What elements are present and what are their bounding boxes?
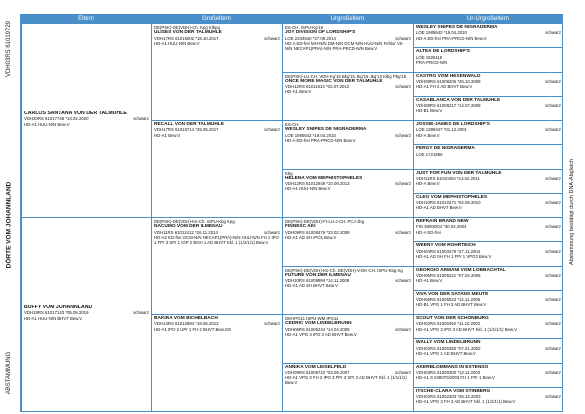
dog-name: ANNIKA VOM LEISELFELD [285, 364, 347, 370]
dog-name: GEORGIO ARMANI VOM LOBBACHTAL [416, 267, 506, 273]
pedigree-cell-parents [21, 23, 151, 217]
pedigree-cell-great [282, 217, 413, 266]
health-info: HD-A Bew.V [416, 181, 440, 187]
dog-name: CEDRIC VOM LINDELBRUNN [285, 321, 352, 327]
color: schwarz [545, 369, 561, 375]
registration: VDH12RS 61012849 *10.09.2013 [285, 181, 350, 187]
title-line: ES-CH. [285, 122, 300, 127]
health-info: HD-A2 ED-frei OCM-N/N NECAP1(PRA)-N/N HUU-N/N FH 1 IPO 1 FPr 3 SPr 1 IGP 2 BGH 1 AD BHVT Kkl. 1 (1/2/1/1) Bew.V [154, 234, 279, 246]
header-urgrosseltern: Urgroßeltern [282, 15, 413, 23]
side-code: VDH03RS 61019729 [6, 20, 12, 78]
pedigree-cell-ggreat [413, 120, 563, 144]
color: schwarz [395, 181, 411, 187]
health-info: HD-A1 VPG 3 IPO 3 AD BHVT Kkl. 1 (1/1/1/1) Bew.V [416, 326, 517, 332]
registration: FIN 38000/04 *30.04.2004 [416, 224, 467, 230]
health-info: HD-A1 HUU-N/N Bew.V [285, 186, 331, 192]
dog-name: CASTRO VOM HEXENWALD [416, 73, 481, 79]
pedigree-cell-ggreat [413, 72, 563, 96]
registration: LOE 1985642 *19.04.2010 [285, 132, 336, 138]
health-info: HD-A1 HUU-N/N Bew.V [154, 40, 200, 46]
registration: VDH19RS 61017143 *05.05.2019 [24, 310, 89, 316]
pedigree-cell-ggreat [413, 314, 563, 338]
health-info: HD-A ED-frei MH-N/N DM-N/N DCM-N/N HUU-N/N Fehlor VII-N/N NECAP1(PRA)-N/N PRA-PRCD-N/N Bew.V [285, 40, 404, 52]
health-info: HD-A1 Bew.V [154, 132, 181, 138]
health-info: HD-A1 HUU-N/N BHVT Bew.V [24, 315, 83, 321]
health-info: HD-A1 VPG 3 IPO 3 AD BHVT Bew.V [285, 331, 357, 337]
dog-name: ONCE MORE MAGIC VON DER TALMÜHLE [285, 78, 383, 84]
health-info: HD-A1 Bew.V [285, 89, 312, 95]
registration: LOE 1389447 *01.12.2001 [416, 127, 467, 133]
color: schwarz [545, 175, 561, 181]
health-info: HD-A ED-frei PRA-PRCD-N/N Bew.V [416, 35, 487, 41]
pedigree-cell-ggreat [413, 169, 563, 193]
color: schwarz [264, 35, 280, 41]
registration: VDH06RS 61005221 *07.04.2006 [416, 272, 481, 278]
registration: VDH10RS 61009994 *14.11.2008 [285, 278, 350, 284]
registration-row [416, 152, 561, 157]
dog-name: ALTEA DE LORDSHIP'S [416, 49, 470, 55]
registration: VDH20RS 61017748 *13.02.2020 [24, 116, 89, 122]
pedigree-cell-great [282, 120, 413, 169]
registration: VDH08RS 61008217 *14.07.2008 [416, 103, 481, 109]
color: schwarz [395, 369, 411, 375]
dog-name: RECALL VON DER TALMÜHLE [154, 122, 224, 127]
pedigree-cell-grand [151, 120, 282, 217]
registration: VDH03RS 61000300 *13.11.2003 [416, 369, 481, 375]
color: schwarz [545, 78, 561, 84]
health-info: HD-A1 HUU-N/N Bew.V [24, 121, 70, 127]
title-line: DE(PSK)-LU-CH. VDH-Kg'15 Bkg'15 Jkg'15 Jkg'13 Klbg Pbg'16 [285, 73, 407, 79]
registration: VDH09RS 61008206 *26.10.2008 [416, 78, 481, 84]
registration: VDH11RS 61012412 *26.11.2014 [154, 229, 218, 235]
pedigree-cell-grand [151, 217, 282, 314]
color: schwarz [545, 200, 561, 206]
health-info: HD-A1 AD SH BHVT Bew.V [285, 283, 338, 289]
pedigree-cell-ggreat [413, 217, 563, 241]
dog-name: FERGY DE NIGRADERMA [416, 146, 475, 152]
dog-name: NACUMO VOM DER ILMENAU [154, 224, 223, 230]
registration: LOE 1721856 [416, 151, 443, 157]
pedigree-cell-ggreat [413, 144, 563, 168]
registration: VDH10RS 61010271 *02.09.2010 [416, 200, 481, 206]
pedigree-cell-great [282, 23, 413, 72]
registration: VDH09RS 61008722 *03.09.2007 [285, 369, 350, 375]
title-line: Kbg [285, 170, 293, 176]
dog-name: VIVA VON DER SATANS MEUTE [416, 291, 489, 297]
color: schwarz [395, 132, 411, 138]
health-info: HD-A Bew.V [416, 132, 440, 138]
health-info: HD-A1 AD BHVT Bew.V [416, 205, 462, 211]
health-info: HD-A1 Bew.V [416, 278, 443, 284]
registration: VDH02RS 61000350 *07.01.2002 [416, 345, 481, 351]
color: schwarz [395, 84, 411, 90]
registration: VDH11RS 61010404 *13.02.2011 [416, 175, 480, 181]
color: schwarz [264, 229, 280, 235]
health-info: HD-A1 AD SH IPO1 Bew.V [285, 234, 337, 240]
health-info: HD-B1 Bew.V [416, 108, 443, 114]
dog-name: WESLEY SNIPES DE NIGRADERMA [285, 127, 367, 133]
registration: VDH13RS 61012884 *18.06.2013 [154, 321, 219, 327]
pedigree-cell-ggreat [413, 23, 563, 47]
color: schwarz [395, 326, 411, 332]
health-info: HD-A ED-frei PRA-PRCD-N/N Bew.V [285, 137, 356, 143]
health-info: PRA-PRCD-N/N [416, 59, 448, 65]
dog-name: HELENA VOM MEPHISTOPHELES [285, 175, 363, 181]
dog-name: WESLEY SNIPES DE NIGRADERMA [416, 25, 498, 30]
dog-name: WEENY VOM ROHRTEICH [416, 243, 476, 249]
color: schwarz [545, 224, 561, 230]
color: schwarz [545, 127, 561, 133]
pedigree-cell-ggreat [413, 241, 563, 265]
pedigree-cell-grand [151, 314, 282, 411]
registration: VDH12RS 61011613 *02.07.2012 [285, 84, 350, 90]
registration: VDH17RS 61016002 *18.10.2017 [154, 35, 219, 41]
dna-note: Abstammung bestätigt durch DNA-Abgleich [569, 158, 575, 266]
pedigree-cell-grand [151, 23, 282, 120]
dog-name: CASABLANCA VON DER TALMÜHLE [416, 97, 501, 103]
dog-name: ITSCHE-CLARA VOM STINBERG [416, 388, 491, 394]
health-info: HD-A1 VPG 3 FH 3 AD BHVT Kkl. 1 (1/1/1/1) Bew.V [416, 399, 516, 405]
registration: VDH06RS 61006244 *14.04.2006 [285, 326, 350, 332]
registration: VDH06RS 61005523 *12.11.2006 [416, 297, 481, 303]
color: schwarz [545, 248, 561, 254]
color: schwarz [545, 103, 561, 109]
pedigree-cell-ggreat [413, 338, 563, 362]
health-info: HD-A1 VPG 1 AD BHVT Bew.V [416, 350, 476, 356]
dog-name: REFRAIN BRAND NEW [416, 219, 469, 224]
registration: VDH17RS 61015714 *25.05.2017 [154, 127, 219, 133]
dog-name: CARLOS SANTANA VON DER TALMÜHLE [24, 111, 127, 116]
header-grosseltern: Großeltern [151, 15, 282, 23]
title-line: DE(PSK)-DE(VDH)-Kö-Ch. ISPU-Kbg Kpg [154, 219, 235, 224]
dog-name: SCOUT VON DER SCHÖNBURG [416, 316, 489, 321]
side-abstammung: ABSTAMMUNG [6, 351, 12, 394]
health-info: HD-A1 IPO 2 UPr 1 FH 2 BHVT Bew.SG [154, 326, 232, 332]
dog-name: BUFFY VOM JOHANNLAND [24, 305, 93, 310]
color: schwarz [545, 345, 561, 351]
dog-name: WALLY VOM LINDELBRUNN [416, 340, 481, 346]
pedigree-cell-ggreat [413, 266, 563, 290]
side-dog-name: DÖRTE VOM JOHANNLAND [5, 181, 13, 269]
header-ururgrosseltern: Ur-Urgroßeltern [413, 15, 563, 23]
dog-name: JOY DIVISION OF LORDSHIP'S [285, 30, 356, 36]
registration: LOE 1985642 *19.04.2010 [416, 30, 467, 36]
registration: VDH09RS 61008476 *23.02.2009 [285, 229, 350, 235]
pedigree-cell-ggreat [413, 363, 563, 387]
color: schwarz [133, 310, 149, 316]
color: schwarz [264, 321, 280, 327]
color: schwarz [545, 321, 561, 327]
dog-name: CLEO VOM MEPHISTOPHELES [416, 194, 488, 200]
pedigree-cell-great [282, 169, 413, 218]
title-line: ES-CH. ISPU-Kg'16 [285, 25, 324, 30]
color: schwarz [133, 116, 149, 122]
dog-name: JOSSIE-JAMES DE LORDSHIP'S [416, 122, 490, 127]
dog-name: FUTURE VON DER ILMENAU [285, 272, 351, 278]
registration: VDH04RS 61003479 *27.11.2004 [416, 248, 481, 254]
color: schwarz [545, 272, 561, 278]
dog-name: FINNEXC AKI [285, 224, 316, 230]
pedigree-cell-great [282, 72, 413, 121]
registration: LOE 2334640 *27.09.2014 [285, 35, 336, 41]
health-info: HD-B1 VPG 1 FH 3 AD BHVT Bew.V [416, 302, 487, 308]
health-info: HD-A1 FH 2 AD BHVT Bew.V [416, 84, 473, 90]
pedigree-cell-ggreat [413, 47, 563, 71]
color: schwarz [395, 278, 411, 284]
pedigree-cell-ggreat [413, 387, 563, 411]
registration: VDH02RS 61000452 *11.10.2002 [416, 321, 481, 327]
registration: VDH02RS 61002303 *25.12.2003 [416, 394, 481, 400]
color: schwarz [395, 35, 411, 41]
title-line: DE(PSK)-DE(VDH)-Ch. Kpg Klbpg [154, 25, 220, 30]
color: schwarz [264, 127, 280, 133]
pedigree-cell-great [282, 314, 413, 363]
health-info: HD-A1 VPG 3 FH 2 IPO 3 FPr 3 SPr 3 AD BHVT Kkl. 1 (1/1/1/1) Bew.V [285, 375, 407, 386]
dog-name: BAKIRA VOM BICHELBACH [154, 316, 218, 321]
pedigree-cell-ggreat [413, 290, 563, 314]
pedigree-cell-great [282, 363, 413, 412]
pedigree-table [20, 14, 563, 412]
dog-name: ULISES VON DER TALMÜHLE [154, 30, 222, 36]
pedigree-cell-great [282, 266, 413, 315]
dog-name: AKERBLOMMANS IN EXTENSO [416, 364, 489, 370]
color: schwarz [545, 297, 561, 303]
pedigree-cell-ggreat [413, 193, 563, 217]
registration: LOE 1826118 [416, 54, 443, 60]
color: schwarz [545, 394, 561, 400]
pedigree-cell-parents [21, 217, 151, 411]
health-info: HD-A ED-frei [416, 229, 441, 235]
health-info: HD-A1 S 048070/2003 FH 1 FPr 1 Bew.V [416, 375, 495, 381]
title-line: DM-IPO11 ISPU-WM IPO11 [285, 316, 339, 321]
color: schwarz [545, 30, 561, 36]
pedigree-cell-ggreat [413, 96, 563, 120]
title-line: DE(PSK)-DE(VDH)-Kö-Ch. DE(VDH)-V-DK-CH. ISPU-Kbg Kg [285, 267, 403, 273]
title-line: DE(PSK)-DE(VDH)-FI-LU-J-CH. PCJ-Jbg [285, 219, 365, 224]
health-info: HD-A1 AD SH FH 1 FPr 1 VPG2 Bew.V [416, 253, 492, 259]
header-eltern: Eltern [21, 15, 151, 23]
dog-name: JUST FOR FUN VON DER TALMÜHLE [416, 170, 502, 176]
color: schwarz [395, 229, 411, 235]
